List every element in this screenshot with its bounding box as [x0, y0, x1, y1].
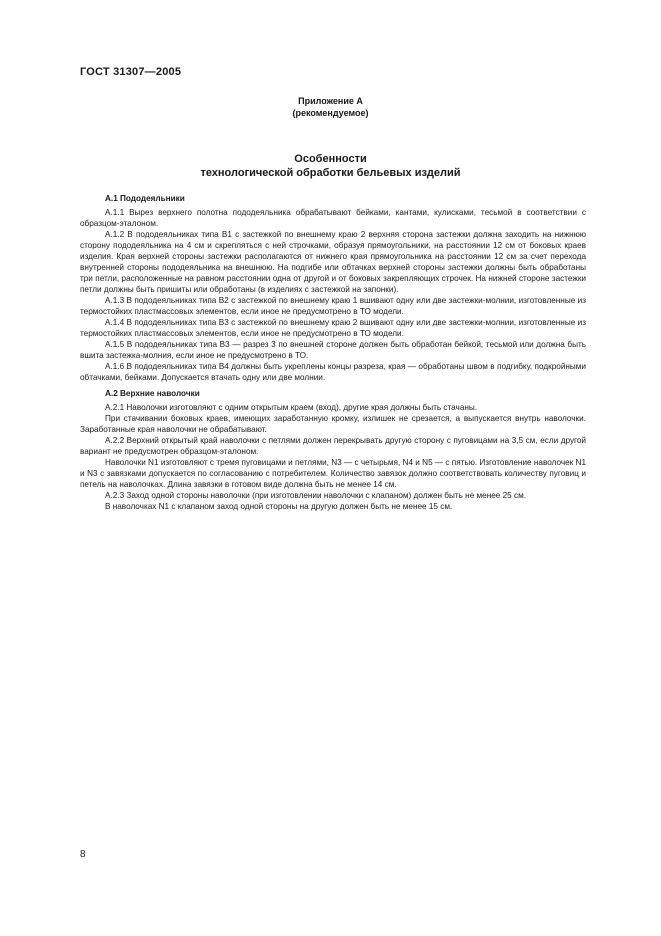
paragraph-a1-1: А.1.1 Вырез верхнего полотна пододеяльника обрабатывают бейками, кантами, кулисками, тесьмой в соответствии с образцом-эталоном. [80, 208, 586, 228]
title-line-2: технологической обработки бельевых изделий [200, 167, 461, 179]
paragraph-a2-1b: При стачивании боковых краев, имеющих заработанную кромку, излишек не срезается, а выпускается внутрь наволочки. Заработанные края наволочки не обрабатывают. [80, 414, 586, 434]
paragraph-a1-6: А.1.6 В пододеяльниках типа В4 должны быть укреплены концы разреза, края — обработаны швом в подгибку, подкройными обтачками, бейками. Допускается втачать одну или две молнии. [80, 362, 586, 382]
paragraph-a2-2b: Наволочки N1 изготовляют с тремя пуговицами и петлями, N3 — с четырьмя, N4 и N5 — с пятью. Изготовление наволочек N1 и N3 с завязками допускается по согласованию с потребителем. Количество завязок должно соответствовать количеству пуговиц и петель на наволочках. Длина завязки в готовом виде должна быть не менее 14 см. [80, 458, 586, 489]
page-number: 8 [80, 849, 86, 860]
paragraph-a2-3b: В наволочках N1 с клапаном заход одной стороны на другую должен быть не менее 15 см. [105, 502, 453, 511]
title-line-1: Особенности [294, 153, 367, 165]
annex-block [0, 95, 661, 119]
page-title [0, 152, 661, 180]
document-code: ГОСТ 31307—2005 [80, 66, 182, 78]
paragraph-a1-5: А.1.5 В пододеяльниках типа В3 — разрез 3 по внешней стороне должен быть обработан бейкой, тесьмой или должна быть вшита застежка-молния, если иное не предусмотрено в ТО. [80, 340, 586, 360]
paragraph-a2-1: А.2.1 Наволочки изготовляют с одним открытым краем (вход), другие края должны быть стачаны. [105, 403, 478, 412]
paragraph-a1-4: А.1.4 В пододеяльниках типа В3 с застежкой по внешнему краю 2 вшивают одну или две застежки-молнии, изготовленные из термостойких пластмассовых элементов, если иное не предусмотрено в ТО модели. [80, 318, 586, 338]
annex-title: Приложение А [298, 96, 363, 106]
document-body [80, 193, 586, 512]
annex-note: (рекомендуемое) [292, 108, 369, 118]
section-heading-a2: А.2 Верхние наволочки [105, 389, 200, 398]
section-heading-a1: А.1 Пододеяльники [105, 194, 185, 203]
paragraph-a1-3: А.1.3 В пододеяльниках типа В2 с застежкой по внешнему краю 1 вшивают одну или две застежки-молнии, изготовленные из термостойких пластмассовых элементов, если иное не предусмотрено в ТО модели. [80, 296, 586, 316]
paragraph-a2-2: А.2.2 Верхний открытый край наволочки с петлями должен перекрывать другую сторону с пуговицами на 3,5 см, если другой вариант не предусмотрен образцом-эталоном. [80, 436, 586, 456]
paragraph-a2-3: А.2.3 Заход одной стороны наволочки (при изготовлении наволочки с клапаном) должен быть не менее 25 см. [105, 491, 526, 500]
paragraph-a1-2: А.1.2 В пододеяльниках типа В1 с застежкой по внешнему краю 2 верхняя сторона застежки должна заходить на нижнюю сторону пододеяльника на 4 см и скрепляться с ней строчками, образуя прямоугольники, на расстоянии 12 см от боковых краев изделия. Края верхней стороны застежки располагаются от нижнего края прямоугольника на расстоянии 12 см за счет перехода внутренней стороны пододеяльника на внешнюю. На подгибе или обтачках верхней стороны застежки должны быть обработаны три петли, расположенные на равном расстоянии одна от другой и от боковых закрепляющих строчек. На нижней стороне застежки петли должны быть пришиты или обработаны (в изделиях с застежкой на запонки). [80, 230, 586, 294]
